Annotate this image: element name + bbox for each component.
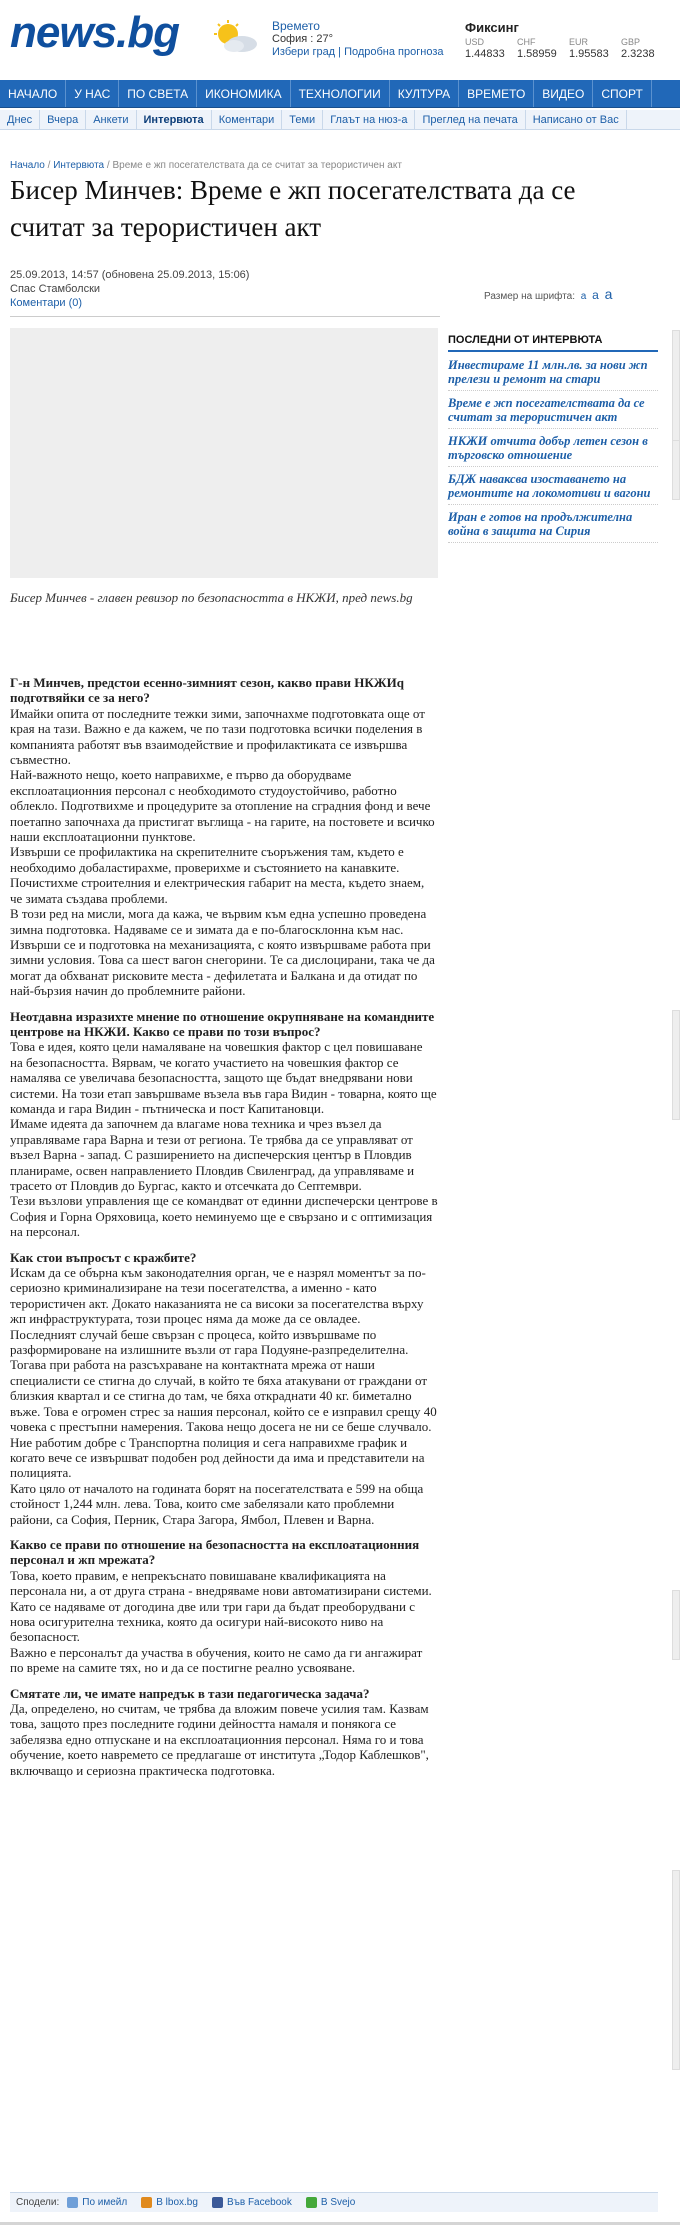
font-size-label: Размер на шрифта: — [484, 291, 575, 302]
breadcrumb-home[interactable]: Начало — [10, 160, 45, 171]
interview-answer-paragraph: Като цяло от началото на годината борят на посегателствата е 599 на обща стойност 1,244 млн. лева. Това, които сме забелязали като проблемни райони, са София, Перник, Стара Загора, Ямбол, Плевен и Варна. — [10, 1480, 424, 1527]
subnav-item-today[interactable]: Днес — [0, 110, 40, 129]
breadcrumb: Начало / Интервюта / Време е жп посегателствата да се считат за терористичен акт — [10, 160, 402, 171]
sidebar-article-link[interactable]: БДЖ наваксва изоставането на ремонтите на локомотиви и вагони — [448, 470, 658, 505]
meta-divider — [10, 316, 440, 317]
nav-item-technology[interactable]: ТЕХНОЛОГИИ — [291, 80, 390, 107]
lbox-icon — [141, 2197, 152, 2208]
currency-value: 1.95583 — [569, 48, 609, 60]
nav-item-video[interactable]: ВИДЕО — [534, 80, 593, 107]
facebook-icon — [212, 2197, 223, 2208]
interview-question: Какво се прави по отношение на безопасността на експлоатационния персонал и жп мрежата? — [10, 1536, 420, 1568]
share-lbox-button[interactable] — [141, 2197, 198, 2208]
sidebar-article-link[interactable]: Инвестираме 11 млн.лв. за нови жп прелези и ремонт на стари — [448, 356, 658, 391]
nav-item-home[interactable]: НАЧАЛО — [0, 80, 66, 107]
share-email-button[interactable] — [67, 2197, 127, 2208]
interview-answer-paragraph: Тези възлови управления ще се командват от единни диспечерски центрове в София и Горна Оряховица, което неминуемо ще е свързано и с оптимизация на персонал. — [10, 1193, 438, 1240]
photo-caption: Бисер Минчев - главен ревизор по безопасността в НКЖИ, пред news.bg — [10, 590, 413, 605]
edge-banner — [672, 1590, 680, 1660]
page-title: Бисер Минчев: Време е жп посегателствата да се считат за терористичен акт — [10, 175, 576, 242]
currency-code: GBP — [621, 37, 641, 47]
share-lbox-label: В lbox.bg — [156, 2197, 198, 2208]
sidebar-article-link[interactable]: Време е жп посегателствата да се считат за терористичен акт — [448, 394, 658, 429]
currency-fixing — [465, 20, 675, 60]
interview-question: Г-н Минчев, предстои есенно-зимният сезон, какво прави НКЖИq подготвяйки се за него? — [10, 675, 405, 706]
sidebar-article-link[interactable]: Иран е готов на продължителна война в защита на Сирия — [448, 508, 658, 543]
interview-answer-paragraph: Последният случай беше свързан с процеса, който извършваме по разформироване на излишните възли от гара Подуяне-разпределителна. Тогава при работа на разсъхраване на контактната мрежа от наши специалисти се стигна до случай, в който те бяха атакувани от граждани от близкия квартал и се стигна до там, че бяха откраднати 40 кг. биметално въже. Това е огромен стрес за нашия персонал, който се е изправил срещу 40 човека с престъпни намерения. Такова нещо досега не ни се беше случвало. — [10, 1326, 437, 1435]
edge-banner — [672, 330, 680, 450]
subnav-item-written-by-you[interactable]: Написано от Вас — [526, 110, 627, 129]
svejo-icon — [306, 2197, 317, 2208]
comments-link[interactable]: Коментари (0) — [10, 297, 83, 309]
nav-item-culture[interactable]: КУЛТУРА — [390, 80, 459, 107]
interview-question: Смятате ли, че имате напредък в тази педагогическа задача? — [10, 1685, 370, 1701]
currency-value: 2.3238 — [621, 48, 655, 60]
sidebar-article-link[interactable]: НКЖИ отчита добър летен сезон в търговско отношение — [448, 432, 658, 467]
interview-answer-paragraph: Да, определено, но считам, че трябва да вложим повече усилия там. Казвам това, защото през последните години дейността намаля и понякога се забелязва едно отпускане и на експлоатационния персонал. Няма го и това обучение, което навремето се предлагаше от института „Тодор Каблешков", включващо и сериозна практическа подготовка. — [10, 1701, 429, 1778]
interview-answer-paragraph: Най-важното нещо, което направихме, е първо да оборудваме експлоатационния персонал с необходимото студоустойчиво, работно облекло. Подготвихме и процедурите за отопление на сградния фонд и вече поетапно започнаха да пристигат въглища - на гарите, на постовете и всичко наши експлоатационни пунктове. — [10, 767, 435, 845]
article-date: 25.09.2013, 14:57 (обновена 25.09.2013, 15:06) — [10, 269, 250, 281]
share-facebook-label: Във Facebook — [226, 2197, 292, 2208]
interview-question: Как стои въпросът с кражбите? — [10, 1249, 197, 1265]
interview-answer-paragraph: Това, което правим, е непрекъснато повишаване квалификацията на персонала ни, а от друга страна - внедряваме нови автоматизирани системи. Като се надяваме от догодина две или три гари да бъдат преоборудвани с нова осигурителна техника, която да осигури най-високото ниво на безопасност. — [10, 1567, 432, 1645]
font-size-large-button[interactable]: а — [604, 286, 613, 302]
article-meta — [10, 268, 450, 310]
weather-city-temp: София : 27° — [272, 33, 334, 45]
interview-answer-paragraph: Имаме идеята да започнем да влагаме нова техника и чрез възел да управляваме гара Варна и тези от региона. Те трябва да се управляват от възел Варна - запад. С разширението на диспечерския център в Пловдив планираме, освен направлението Пловдив Свиленград, да управляваме и трасето от Пловдив до Бургас, както и отсечката до Септември. — [10, 1116, 415, 1193]
interview-answer-paragraph: Това е идея, която цели намаляване на човешкия фактор с цел повишаване на безопасността. Вярвам, че когато участието на човешкия фактор се намалява се увеличава безопасността, защото ще бъдат внедрявани нови системи. На този етап завършваме възела във гара Видин - товарна, която ще команда и гара Видин - пътническа и пост Капитановци. — [10, 1039, 437, 1116]
currency-value: 1.44833 — [465, 48, 505, 60]
currency-code: USD — [465, 37, 485, 47]
interview-answer-paragraph: В този ред на мисли, мога да кажа, че вървим към една успешно проведена зимна подготовка. Надяваме се и зимата да е по-благосклонна към нас. — [10, 906, 427, 937]
nav-item-world[interactable]: ПО СВЕТА — [119, 80, 197, 107]
subnav-item-yesterday[interactable]: Вчера — [40, 110, 86, 129]
fixing-currencies — [465, 37, 675, 47]
currency-code: EUR — [569, 37, 589, 47]
share-email-label: По имейл — [82, 2197, 128, 2208]
font-size-medium-button[interactable]: а — [592, 288, 599, 302]
nav-item-sport[interactable]: СПОРТ — [593, 80, 651, 107]
nav-item-bulgaria[interactable]: У НАС — [66, 80, 119, 107]
sidebar-latest-interviews — [448, 356, 658, 546]
interview-answer-paragraph: Ние работим добре с Транспортна полиция и сега направихме график и когато вече се извършват подобен род дейности да има и представители на полицията. — [10, 1434, 425, 1481]
article-author: Спас Стамболски — [10, 283, 101, 295]
subnav-item-polls[interactable]: Анкети — [86, 110, 136, 129]
weather-title[interactable]: Времето — [272, 19, 320, 33]
edge-banner — [672, 1010, 680, 1120]
edge-banner — [672, 1870, 680, 2070]
interview-answer-paragraph: Извърши се и подготовка на механизацията, с която извършваме работа при зимни условия. Това са шест вагон снегорини. Те са дислоцирани, така че да могат да обхванат рисковите места - дефилетата и Балкана и да отидат по най-бързия начин до проблемните райони. — [10, 936, 435, 999]
subnav-item-interviews[interactable]: Интервюта — [137, 110, 212, 129]
fixing-title: Фиксинг — [465, 20, 519, 35]
font-size-small-button[interactable]: а — [580, 291, 587, 302]
sidebar-heading: ПОСЛЕДНИ ОТ ИНТЕРВЮТА — [448, 334, 658, 352]
weather-links[interactable]: Избери град | Подробна прогноза — [272, 46, 444, 58]
nav-item-economy[interactable]: ИКОНОМИКА — [197, 80, 290, 107]
edge-banner — [672, 440, 680, 500]
share-svejo-button[interactable] — [306, 2197, 355, 2208]
share-label: Сподели: — [16, 2197, 60, 2208]
interview-question: Неотдавна изразихте мнение по отношение окрупняване на командните центрове на НКЖИ. Какво се прави по този въпрос? — [10, 1008, 435, 1039]
currency-code: CHF — [517, 37, 536, 47]
interview-answer-paragraph: Искам да се обърна към законодателния орган, че е назрял моментът за по-сериозно криминализиране на тези посегателства, а именно - като терористичен акт. Докато наказанията не са високи за посегателства върху жп инфраструктурата, този процес няма да може да се овладее. — [10, 1265, 426, 1327]
email-icon — [67, 2197, 78, 2208]
site-header — [0, 0, 680, 76]
nav-item-weather[interactable]: ВРЕМЕТО — [459, 80, 534, 107]
currency-value: 1.58959 — [517, 48, 557, 60]
sun-cloud-icon — [212, 20, 260, 54]
breadcrumb-current: Време е жп посегателствата да се считат за терористичен акт — [112, 160, 402, 171]
site-logo[interactable]: news.bg — [10, 8, 180, 57]
main-nav — [0, 80, 680, 108]
font-size-control — [484, 286, 612, 302]
share-svejo-label: В Svejo — [320, 2197, 356, 2208]
interview-answer-paragraph: Важно е персоналът да участва в обучения, които не само да ги ангажират по време на самите тях, но и да се постигне реално усвояване. — [10, 1644, 423, 1676]
share-facebook-button[interactable] — [212, 2197, 292, 2208]
share-bar — [10, 2192, 658, 2212]
subnav-item-topics[interactable]: Теми — [282, 110, 323, 129]
sub-nav — [0, 110, 680, 130]
fixing-values — [465, 48, 675, 60]
breadcrumb-section[interactable]: Интервюта — [53, 160, 105, 171]
interview-answer-paragraph: Извърши се профилактика на скрепителните съоръжения там, където е необходимо добаластирахме, проверихме и състоянието на канавките. Почистихме строителния и електрическия габарит на места, където знаем, че зимата създава проблеми. — [10, 844, 425, 906]
interview-answer-paragraph: Имайки опита от последните тежки зими, започнахме подготовката още от края на тази. Важно е да кажем, че по тази подготовка всички поделения в компанията работят във взаимодействие и профилактиката се извършва съвместно. — [10, 705, 425, 768]
article-body — [10, 675, 438, 1778]
subnav-item-press-review[interactable]: Преглед на печата — [415, 110, 525, 129]
footer-divider — [0, 2222, 680, 2225]
article-photo-placeholder — [10, 328, 438, 578]
subnav-item-comments[interactable]: Коментари — [212, 110, 283, 129]
subnav-item-voice[interactable]: Глаът на нюз-а — [323, 110, 415, 129]
